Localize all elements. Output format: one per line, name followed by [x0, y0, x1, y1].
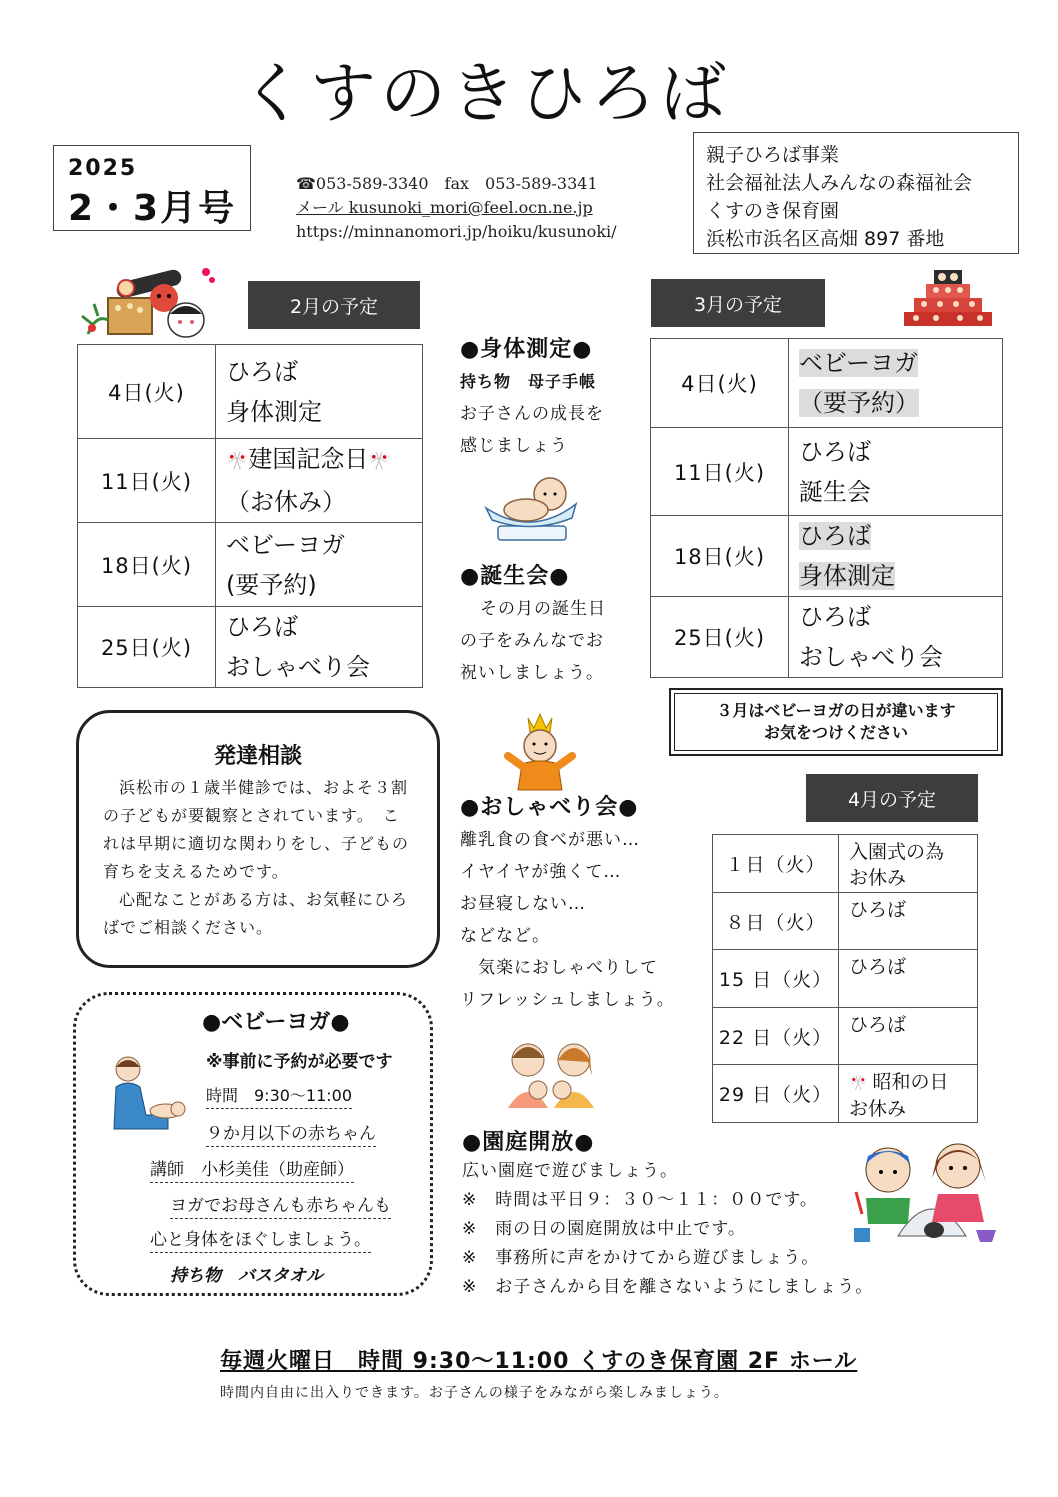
yoga-line: 心と身体をほぐしましょう。	[150, 1225, 371, 1253]
table-row	[651, 428, 1003, 516]
chat-line: イヤイヤが強くて…	[460, 862, 622, 882]
event-line: ひろば	[226, 357, 298, 386]
apr-heading: 4月の予定	[806, 774, 978, 822]
event-cell	[839, 893, 978, 950]
event-cell	[839, 950, 978, 1008]
contact-url[interactable]: https://minnanomori.jp/hoiku/kusunoki/	[296, 222, 617, 241]
table-row	[713, 893, 978, 950]
event-line: （お休み）	[226, 488, 346, 516]
chat-line: リフレッシュしましょう。	[460, 990, 675, 1010]
date-cell: 18日(火)	[651, 516, 789, 597]
event-text: ひろば	[799, 522, 871, 550]
page-title: くすのきひろば	[240, 55, 730, 132]
chat-line: お昼寝しない…	[460, 894, 586, 914]
event-line	[799, 383, 1002, 423]
event-cell	[216, 439, 423, 523]
consult-body: 心配なことがある方は、お気軽にひろばでご相談ください。	[103, 890, 409, 937]
chat-section	[460, 792, 675, 1016]
event-line: 入園式の為	[849, 841, 945, 863]
table-row	[651, 516, 1003, 597]
yoga-mother-baby-icon	[106, 1053, 186, 1137]
notice-line: ３月はベビーヨガの日が違います	[716, 701, 956, 720]
garden-line: 広い園庭で遊びましょう。	[462, 1161, 678, 1181]
date-cell: 4日(火)	[78, 345, 216, 439]
org-line: くすのき保育園	[706, 200, 840, 222]
date-cell: 11日(火)	[78, 439, 216, 523]
event-line-with-flags	[226, 439, 422, 482]
event-cell	[839, 1008, 978, 1065]
weekly-schedule: 毎週火曜日 時間 9:30～11:00 くすのき保育園 2F ホール	[220, 1349, 858, 1374]
consult-box	[76, 710, 440, 968]
garden-heading: ●園庭開放●	[462, 1130, 595, 1155]
issue-box	[53, 145, 251, 231]
flag-icon: 🎌	[226, 451, 249, 472]
date-cell: 25日(火)	[651, 597, 789, 678]
baby-scale-icon	[484, 474, 580, 546]
event-line	[799, 556, 1002, 596]
measure-heading: ●身体測定●	[460, 337, 593, 362]
org-line: 浜松市浜名区高畑 897 番地	[706, 228, 945, 250]
yoga-heading: ●ベビーヨガ●	[202, 1010, 350, 1035]
contact-mail[interactable]: メール kusunoki_mori@feel.ocn.ne.jp	[296, 198, 593, 217]
event-line: ひろば	[226, 613, 298, 641]
event-text: （要予約）	[799, 389, 919, 417]
event-cell	[839, 1065, 978, 1123]
table-row	[713, 1065, 978, 1123]
yoga-items: 持ち物 バスタオル	[170, 1266, 323, 1286]
event-line: ひろば	[799, 437, 871, 466]
event-line: 誕生会	[799, 477, 871, 506]
feb-schedule-table	[77, 344, 423, 688]
contact-info	[296, 172, 617, 244]
event-text: ベビーヨガ	[799, 349, 919, 377]
consult-body: 浜松市の１歳半健診では、およそ３割の子どもが要観察とされています。 これは早期に適切な関わりをし、子どもの育ちを支えるためです。	[103, 778, 410, 881]
table-row	[651, 597, 1003, 678]
event-cell	[789, 428, 1003, 516]
org-box	[693, 132, 1019, 254]
garden-line: ※ 事務所に声をかけてから遊びましょう。	[462, 1248, 820, 1268]
date-cell: 11日(火)	[651, 428, 789, 516]
date-cell: 4日(火)	[651, 339, 789, 428]
event-line: ひろば	[799, 603, 871, 631]
yoga-note: ※事前に予約が必要です	[206, 1052, 393, 1072]
mothers-with-babies-icon	[498, 1036, 602, 1110]
chat-line: 気楽におしゃべりして	[478, 958, 658, 978]
table-row	[78, 607, 423, 688]
yoga-line: ヨガでお母さんも赤ちゃんも	[170, 1191, 391, 1219]
date-cell: 15 日（火）	[713, 950, 839, 1008]
event-cell	[216, 345, 423, 439]
yoga-target: ９か月以下の赤ちゃん	[206, 1119, 376, 1147]
issue-year: 2025	[68, 156, 138, 181]
event-line: (要予約)	[226, 570, 317, 599]
birthday-line: 祝いしましょう。	[460, 663, 604, 683]
event-cell	[789, 597, 1003, 678]
kids-playing-icon	[852, 1126, 998, 1244]
garden-section	[462, 1128, 873, 1302]
event-text: 昭和の日	[872, 1071, 949, 1093]
event-text: 身体測定	[799, 562, 895, 590]
event-line: ひろば	[849, 956, 907, 978]
yoga-time: 時間 9:30～11:00	[206, 1083, 352, 1109]
birthday-section	[460, 561, 606, 689]
event-text: 建国記念日	[248, 445, 369, 473]
baby-yoga-box	[73, 992, 433, 1296]
footer-note: 時間内自由に出入りできます。お子さんの様子をみながら楽しみましょう。	[220, 1385, 729, 1401]
flag-icon: 🎌	[368, 451, 391, 472]
date-cell: ８日（火）	[713, 893, 839, 950]
date-cell: １日（火）	[713, 835, 839, 893]
crowned-baby-icon	[504, 710, 576, 794]
consult-heading: 発達相談	[213, 744, 302, 769]
event-line: お休み	[849, 867, 907, 889]
garden-line: ※ 雨の日の園庭開放は中止です。	[462, 1219, 746, 1239]
event-cell	[789, 339, 1003, 428]
mar-schedule-table	[650, 338, 1003, 678]
date-cell: 18日(火)	[78, 523, 216, 607]
hina-doll-icon	[900, 268, 996, 328]
garden-line: ※ お子さんから目を離さないようにしましょう。	[462, 1277, 874, 1297]
chat-line: などなど。	[460, 926, 550, 946]
setsubun-illustration	[78, 258, 218, 342]
chat-heading: ●おしゃべり会●	[460, 795, 639, 820]
date-cell: 22 日（火）	[713, 1008, 839, 1065]
measure-items: 持ち物 母子手帳	[460, 372, 597, 391]
table-row	[78, 439, 423, 523]
apr-schedule-table	[712, 834, 978, 1123]
table-row	[78, 345, 423, 439]
birthday-line: の子をみんなでお	[460, 631, 604, 651]
table-row	[713, 835, 978, 893]
event-cell	[216, 523, 423, 607]
date-cell: 29 日（火）	[713, 1065, 839, 1123]
notice-inner	[674, 693, 998, 751]
yoga-teacher: 講師 小杉美佳（助産師）	[150, 1155, 354, 1183]
event-cell	[839, 835, 978, 893]
event-line: おしゃべり会	[799, 643, 943, 671]
table-row	[78, 523, 423, 607]
birthday-line: その月の誕生日	[480, 599, 606, 619]
mar-heading: 3月の予定	[651, 279, 825, 327]
event-line: おしゃべり会	[226, 653, 370, 681]
garden-line: ※ 時間は平日９：３０～１１：００です。	[462, 1190, 818, 1210]
event-cell	[216, 607, 423, 688]
flag-icon: 🎌	[849, 1074, 873, 1092]
event-cell	[789, 516, 1003, 597]
org-line: 社会福祉法人みんなの森福祉会	[706, 172, 973, 194]
notice-box	[669, 688, 1003, 756]
org-line: 親子ひろば事業	[706, 144, 840, 166]
contact-tel: ☎053-589-3340 fax 053-589-3341	[296, 174, 598, 193]
chat-line: 離乳食の食べが悪い…	[460, 830, 640, 850]
event-line: お休み	[849, 1098, 907, 1120]
table-row	[713, 950, 978, 1008]
notice-line: お気をつけください	[763, 723, 908, 742]
event-line	[849, 1069, 977, 1096]
issue-month: 2・3月号	[68, 188, 237, 229]
event-line	[799, 516, 1002, 556]
table-row	[713, 1008, 978, 1065]
event-line: ひろば	[849, 899, 907, 921]
feb-heading: 2月の予定	[248, 281, 420, 329]
date-cell: 25日(火)	[78, 607, 216, 688]
event-line: ベビーヨガ	[226, 530, 346, 559]
measure-section	[460, 334, 604, 462]
birthday-heading: ●誕生会●	[460, 564, 570, 589]
event-line: ひろば	[849, 1014, 907, 1036]
table-row	[651, 339, 1003, 428]
measure-line: 感じましょう	[460, 436, 568, 456]
measure-line: お子さんの成長を	[460, 404, 604, 424]
event-line	[799, 343, 1002, 383]
event-line: 身体測定	[226, 397, 322, 426]
